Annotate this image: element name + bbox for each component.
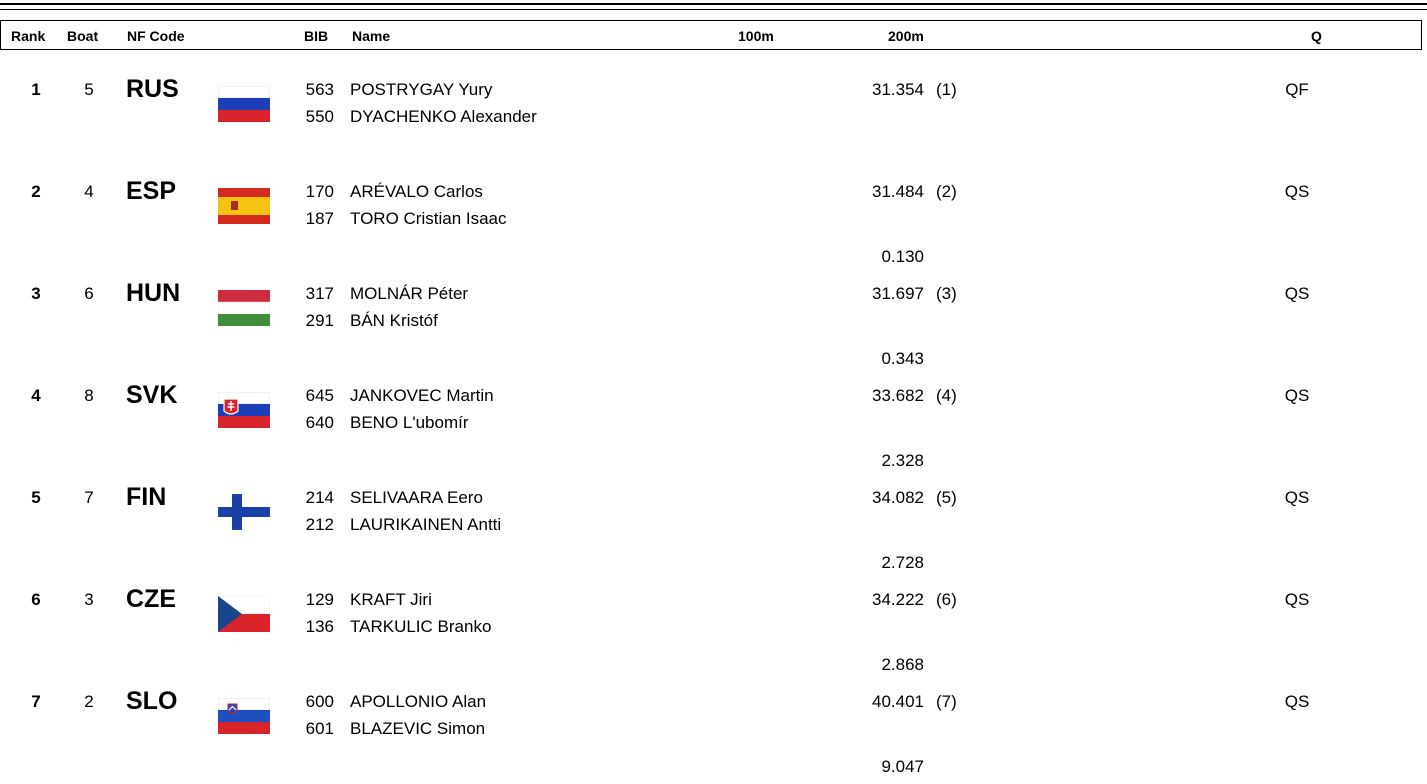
nf-code-cell: SVK <box>126 381 178 409</box>
bib-cell: 214 <box>305 488 334 507</box>
qualification-cell: QS <box>1284 386 1310 405</box>
rank-cell: 6 <box>31 590 41 609</box>
bib-cell: 291 <box>305 311 334 330</box>
time-200m: 33.682 <box>872 386 924 405</box>
time-200m: 31.354 <box>872 80 924 99</box>
time-200m: 34.082 <box>872 488 924 507</box>
header-100m: 100m <box>738 28 774 44</box>
split-position: (3) <box>936 284 957 303</box>
qualification-cell: QS <box>1284 590 1310 609</box>
boat-cell: 8 <box>84 386 94 405</box>
time-behind: 0.343 <box>881 349 924 368</box>
bib-cell: 600 <box>305 692 334 711</box>
top-rule-thin <box>0 9 1427 10</box>
rank-cell: 1 <box>31 80 41 99</box>
athlete-name: KRAFT Jiri <box>350 590 432 609</box>
time-200m: 31.484 <box>872 182 924 201</box>
boat-cell: 2 <box>84 692 94 711</box>
bib-cell: 187 <box>305 209 334 228</box>
time-behind: 2.328 <box>881 451 924 470</box>
header-nf-code: NF Code <box>127 28 185 44</box>
header-q: Q <box>1311 28 1322 44</box>
split-position: (4) <box>936 386 957 405</box>
rank-cell: 2 <box>31 182 41 201</box>
russia-flag-icon <box>218 86 270 122</box>
boat-cell: 5 <box>84 80 94 99</box>
slovakia-flag-icon <box>218 392 270 428</box>
results-table-header <box>0 20 1422 50</box>
time-200m: 34.222 <box>872 590 924 609</box>
split-position: (1) <box>936 80 957 99</box>
athlete-name: JANKOVEC Martin <box>350 386 494 405</box>
athlete-name: ARÉVALO Carlos <box>350 182 483 201</box>
top-rule-thick <box>0 3 1427 5</box>
boat-cell: 3 <box>84 590 94 609</box>
bib-cell: 212 <box>305 515 334 534</box>
split-position: (6) <box>936 590 957 609</box>
czech-flag-icon <box>218 596 270 632</box>
athlete-name: SELIVAARA Eero <box>350 488 483 507</box>
time-behind: 2.868 <box>881 655 924 674</box>
boat-cell: 6 <box>84 284 94 303</box>
qualification-cell: QS <box>1284 182 1310 201</box>
header-bib: BIB <box>304 28 329 44</box>
athlete-name: TORO Cristian Isaac <box>350 209 507 228</box>
athlete-name: POSTRYGAY Yury <box>350 80 493 99</box>
bib-cell: 317 <box>305 284 334 303</box>
header-name: Name <box>352 28 391 44</box>
qualification-cell: QS <box>1284 284 1310 303</box>
qualification-cell: QF <box>1285 80 1309 99</box>
nf-code-cell: FIN <box>126 483 167 511</box>
athlete-name: APOLLONIO Alan <box>350 692 487 711</box>
rank-cell: 5 <box>31 488 41 507</box>
time-behind: 9.047 <box>881 757 924 776</box>
qualification-cell: QS <box>1284 488 1310 507</box>
athlete-name: LAURIKAINEN Antti <box>350 515 502 534</box>
time-behind: 0.130 <box>881 247 924 266</box>
table-row <box>0 70 1427 172</box>
split-position: (7) <box>936 692 957 711</box>
hungary-flag-icon <box>218 290 270 326</box>
bib-cell: 550 <box>305 107 334 126</box>
rank-cell: 3 <box>31 284 41 303</box>
nf-code-cell: RUS <box>126 75 179 103</box>
table-row <box>0 376 1427 478</box>
slovenia-flag-icon <box>218 698 270 734</box>
split-position: (5) <box>936 488 957 507</box>
table-row <box>0 478 1427 580</box>
header-boat: Boat <box>67 28 99 44</box>
nf-code-cell: ESP <box>126 177 177 205</box>
time-200m: 31.697 <box>872 284 924 303</box>
bib-cell: 170 <box>305 182 334 201</box>
boat-cell: 7 <box>84 488 94 507</box>
table-row <box>0 172 1427 274</box>
bib-cell: 640 <box>305 413 334 432</box>
rank-cell: 7 <box>31 692 41 711</box>
boat-cell: 4 <box>84 182 94 201</box>
athlete-name: DYACHENKO Alexander <box>350 107 537 126</box>
bib-cell: 563 <box>305 80 334 99</box>
athlete-name: BENO L'ubomír <box>350 413 469 432</box>
nf-code-cell: HUN <box>126 279 181 307</box>
time-200m: 40.401 <box>872 692 924 711</box>
nf-code-cell: CZE <box>126 585 176 613</box>
athlete-name: MOLNÁR Péter <box>350 284 469 303</box>
athlete-name: BLAZEVIC Simon <box>350 719 486 738</box>
athlete-name: BÁN Kristóf <box>350 311 438 330</box>
header-rank: Rank <box>11 28 46 44</box>
qualification-cell: QS <box>1284 692 1310 711</box>
header-200m: 200m <box>888 28 924 44</box>
bib-cell: 601 <box>305 719 334 738</box>
spain-flag-icon <box>218 188 270 224</box>
finland-flag-icon <box>218 494 270 530</box>
bib-cell: 129 <box>305 590 334 609</box>
table-row <box>0 682 1427 784</box>
split-position: (2) <box>936 182 957 201</box>
nf-code-cell: SLO <box>126 687 178 715</box>
table-row <box>0 580 1427 682</box>
athlete-name: TARKULIC Branko <box>350 617 492 636</box>
table-row <box>0 274 1427 376</box>
bib-cell: 136 <box>305 617 334 636</box>
time-behind: 2.728 <box>881 553 924 572</box>
rank-cell: 4 <box>31 386 41 405</box>
bib-cell: 645 <box>305 386 334 405</box>
